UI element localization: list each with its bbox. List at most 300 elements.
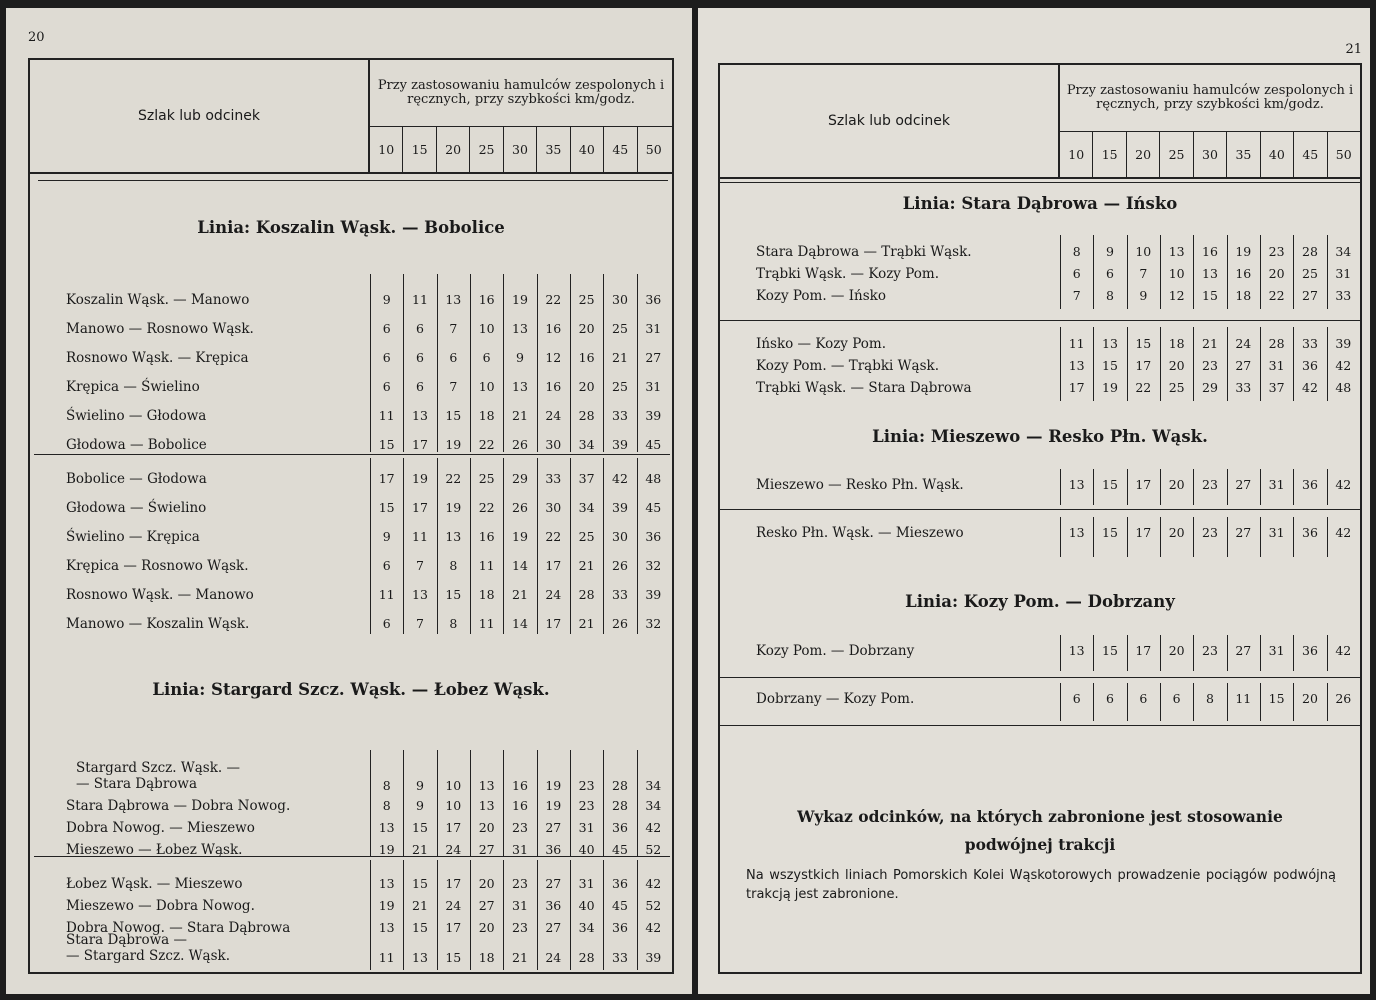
value-cell: 6 [416, 321, 424, 336]
value-cell: 19 [1235, 244, 1252, 259]
value-cell: 27 [1235, 477, 1252, 492]
value-cell: 45 [645, 500, 662, 515]
column-rule [1293, 517, 1294, 557]
speed-values [370, 469, 670, 489]
value-cell: 37 [578, 471, 595, 486]
route-name: Kozy Pom. — Trąbki Wąsk. [756, 358, 939, 374]
speed-header-cell: 50 [645, 142, 662, 157]
value-cell: 42 [1335, 525, 1352, 540]
value-cell: 17 [1135, 477, 1152, 492]
value-cell: 20 [1168, 525, 1185, 540]
column-rule [503, 458, 504, 634]
speed-values [1060, 641, 1360, 661]
column-rule [470, 274, 471, 452]
column-rule [437, 274, 438, 452]
column-rule [437, 750, 438, 856]
value-cell: 28 [1268, 336, 1285, 351]
column-rule [1293, 327, 1294, 401]
route-column-header: Szlak lub odcinek [30, 60, 370, 172]
column-rule [1093, 327, 1094, 401]
value-cell: 17 [1135, 525, 1152, 540]
value-cell: 19 [512, 292, 528, 307]
value-cell: 7 [449, 321, 458, 336]
value-cell: 20 [1168, 358, 1185, 373]
route-name: Trąbki Wąsk. — Stara Dąbrowa [756, 380, 972, 396]
speed-values [370, 290, 670, 310]
table-row [720, 689, 1360, 709]
value-cell: 10 [478, 379, 495, 394]
value-cell: 33 [1235, 380, 1252, 395]
value-cell: 8 [382, 778, 391, 793]
value-cell: 21 [578, 616, 595, 631]
value-cell: 19 [378, 898, 395, 913]
value-cell: 22 [545, 292, 562, 307]
speed-header-row [370, 127, 670, 172]
value-cell: 28 [578, 950, 595, 965]
value-cell: 6 [449, 350, 458, 365]
value-cell: 14 [512, 616, 528, 631]
speed-header-cell: 45 [604, 127, 637, 172]
value-cell: 21 [512, 408, 528, 423]
speed-header-cell: 20 [1127, 132, 1160, 177]
column-rule [1060, 327, 1061, 401]
value-cell: 6 [416, 350, 424, 365]
value-cell: 22 [545, 529, 562, 544]
value-cell: 11 [478, 558, 495, 573]
value-cell: 11 [478, 616, 495, 631]
value-cell: 8 [449, 558, 458, 573]
column-rule [570, 750, 571, 856]
value-cell: 27 [1302, 288, 1318, 303]
column-rule [1227, 683, 1228, 721]
column-rule [370, 860, 371, 970]
value-cell: 42 [645, 820, 662, 835]
value-cell: 16 [478, 292, 495, 307]
value-cell: 36 [612, 920, 628, 935]
column-rule [603, 860, 604, 970]
speed-values [370, 948, 670, 968]
value-cell: 24 [1235, 336, 1252, 351]
column-rule [637, 750, 638, 856]
column-rule [1160, 517, 1161, 557]
value-cell: 39 [645, 587, 662, 602]
speed-header-cell: 25 [1160, 132, 1193, 177]
column-rule [603, 750, 604, 856]
value-cell: 11 [412, 529, 428, 544]
value-cell: 33 [612, 950, 628, 965]
table-row [30, 527, 672, 547]
speed-values [370, 556, 670, 576]
table-row [720, 356, 1360, 376]
table-row [30, 435, 672, 455]
value-cell: 24 [545, 950, 562, 965]
value-cell: 16 [478, 529, 495, 544]
speed-values [370, 435, 670, 455]
value-cell: 6 [1072, 691, 1081, 706]
value-cell: 17 [445, 876, 462, 891]
value-cell: 34 [645, 798, 662, 813]
value-cell: 21 [1202, 336, 1218, 351]
route-name: Kozy Pom. — Ińsko [756, 288, 886, 304]
column-rule [437, 860, 438, 970]
value-cell: 20 [1268, 266, 1285, 281]
table-row [30, 406, 672, 426]
value-cell: 28 [1302, 244, 1318, 259]
value-cell: 18 [1168, 336, 1185, 351]
table-row [30, 348, 672, 368]
table-row [720, 475, 1360, 495]
value-cell: 13 [412, 587, 428, 602]
value-cell: 25 [478, 471, 495, 486]
value-cell: 17 [445, 920, 462, 935]
value-cell: 36 [612, 820, 628, 835]
column-rule [1260, 235, 1261, 309]
column-rule [1293, 469, 1294, 505]
value-cell: 19 [545, 778, 562, 793]
route-name: Łobez Wąsk. — Mieszewo [66, 876, 243, 892]
value-cell: 48 [645, 471, 662, 486]
value-cell: 39 [645, 950, 662, 965]
table-row [30, 585, 672, 605]
speed-values [370, 874, 670, 894]
column-rule [1160, 235, 1161, 309]
value-cell: 17 [412, 437, 428, 452]
column-rule [470, 458, 471, 634]
speed-values [370, 776, 670, 796]
value-cell: 31 [1335, 266, 1352, 281]
value-cell: 28 [578, 408, 595, 423]
value-cell: 13 [1202, 266, 1218, 281]
column-rule [603, 274, 604, 452]
route-name: Kozy Pom. — Dobrzany [756, 643, 915, 659]
value-cell: 42 [1302, 380, 1318, 395]
value-cell: 26 [512, 500, 528, 515]
column-rule [403, 860, 404, 970]
column-rule [1193, 235, 1194, 309]
section-title: Linia: Mieszewo — Resko Płn. Wąsk. [872, 427, 1208, 446]
value-cell: 31 [645, 321, 662, 336]
table-row [30, 498, 672, 518]
column-rule [470, 750, 471, 856]
table-row [30, 377, 672, 397]
speed-header-cell: 40 [1261, 132, 1294, 177]
column-rule [1227, 327, 1228, 401]
route-name: Dobrzany — Kozy Pom. [756, 691, 915, 707]
value-cell: 11 [1068, 336, 1085, 351]
value-cell: 11 [378, 408, 395, 423]
value-cell: 13 [1068, 643, 1085, 658]
value-cell: 36 [1302, 525, 1318, 540]
value-cell: 34 [578, 920, 595, 935]
value-cell: 8 [1072, 244, 1081, 259]
route-name: Rosnowo Wąsk. — Krępica [66, 350, 249, 366]
speed-header-cell: 15 [1093, 132, 1126, 177]
value-cell: 34 [578, 500, 595, 515]
column-rule [1127, 635, 1128, 671]
speed-values [370, 319, 670, 339]
value-cell: 23 [512, 876, 528, 891]
value-cell: 25 [578, 529, 595, 544]
row-rule [720, 677, 1360, 678]
value-cell: 6 [382, 379, 391, 394]
value-cell: 27 [545, 920, 562, 935]
value-cell: 15 [1268, 691, 1285, 706]
value-cell: 15 [1202, 288, 1218, 303]
value-cell: 13 [445, 529, 462, 544]
table-row [30, 840, 672, 860]
speed-values [370, 896, 670, 916]
value-cell: 26 [512, 437, 528, 452]
value-cell: 13 [1168, 244, 1185, 259]
value-cell: 39 [612, 437, 628, 452]
note-text: Na wszystkich liniach Pomorskich Kolei Wąskotorowych prowadzenie pociągów podwójną trakcją jest zabronione. [746, 868, 1336, 902]
value-cell: 6 [1106, 691, 1114, 706]
table-row [30, 796, 672, 816]
speed-values [1060, 523, 1360, 543]
column-rule [1327, 635, 1328, 671]
column-rule [1093, 635, 1094, 671]
column-rule [1327, 683, 1328, 721]
value-cell: 10 [478, 321, 495, 336]
value-cell: 17 [1135, 643, 1152, 658]
speed-group-header: Przy zastosowaniu hamulców zespolonych i ręcznych, przy szybkości km/godz. [1060, 65, 1360, 132]
column-rule [1193, 635, 1194, 671]
column-rule [537, 274, 538, 452]
table-row [30, 760, 672, 796]
row-rule [34, 856, 670, 857]
column-rule [1160, 469, 1161, 505]
column-rule [1227, 469, 1228, 505]
value-cell: 11 [1235, 691, 1252, 706]
value-cell: 36 [545, 842, 562, 857]
column-rule [370, 274, 371, 452]
value-cell: 30 [545, 500, 562, 515]
value-cell: 25 [578, 292, 595, 307]
value-cell: 6 [1106, 266, 1114, 281]
value-cell: 27 [1235, 525, 1252, 540]
value-cell: 27 [545, 876, 562, 891]
value-cell: 25 [1302, 266, 1318, 281]
page-number: 21 [1345, 42, 1362, 57]
value-cell: 22 [478, 500, 495, 515]
value-cell: 19 [545, 798, 562, 813]
route-name: Rosnowo Wąsk. — Manowo [66, 587, 254, 603]
value-cell: 29 [512, 471, 528, 486]
value-cell: 7 [1139, 266, 1148, 281]
value-cell: 42 [645, 920, 662, 935]
value-cell: 26 [612, 558, 628, 573]
value-cell: 40 [578, 898, 595, 913]
value-cell: 19 [445, 500, 462, 515]
value-cell: 21 [512, 587, 528, 602]
value-cell: 17 [412, 500, 428, 515]
column-rule [1160, 327, 1161, 401]
route-name: Krępica — Rosnowo Wąsk. [66, 558, 249, 574]
column-rule [503, 860, 504, 970]
column-rule [603, 458, 604, 634]
value-cell: 42 [612, 471, 628, 486]
value-cell: 29 [1202, 380, 1218, 395]
column-rule [1193, 683, 1194, 721]
column-rule [1260, 517, 1261, 557]
speed-header-cell: 20 [437, 127, 470, 172]
value-cell: 13 [445, 292, 462, 307]
value-cell: 16 [512, 798, 528, 813]
value-cell: 6 [382, 321, 391, 336]
value-cell: 23 [1202, 358, 1218, 373]
route-name: Mieszewo — Dobra Nowog. [66, 898, 255, 914]
table-row [720, 378, 1360, 398]
value-cell: 9 [416, 778, 424, 793]
row-rule [34, 454, 670, 455]
column-rule [403, 750, 404, 856]
column-rule [1327, 469, 1328, 505]
route-name: Resko Płn. Wąsk. — Mieszewo [756, 525, 964, 541]
route-name: Koszalin Wąsk. — Manowo [66, 292, 250, 308]
speed-header-cell: 10 [1060, 132, 1093, 177]
value-cell: 26 [1335, 691, 1352, 706]
column-rule [1293, 683, 1294, 721]
route-name: Głodowa — Świelino [66, 500, 207, 516]
value-cell: 23 [1202, 525, 1218, 540]
speed-header-row [1060, 132, 1360, 177]
value-cell: 36 [545, 898, 562, 913]
value-cell: 31 [578, 820, 595, 835]
speed-values [370, 527, 670, 547]
speed-values [370, 498, 670, 518]
table-row [30, 469, 672, 489]
route-name: Mieszewo — Łobez Wąsk. [66, 842, 243, 858]
value-cell: 25 [612, 379, 628, 394]
column-rule [1093, 469, 1094, 505]
value-cell: 19 [378, 842, 395, 857]
table-row [720, 242, 1360, 262]
value-cell: 10 [1135, 244, 1152, 259]
value-cell: 28 [612, 798, 628, 813]
value-cell: 16 [545, 321, 562, 336]
value-cell: 13 [478, 778, 495, 793]
route-name: Ińsko — Kozy Pom. [756, 336, 886, 352]
value-cell: 12 [1168, 288, 1185, 303]
value-cell: 42 [645, 876, 662, 891]
note-title: Wykaz odcinków, na których zabronione jest stosowanie [797, 807, 1283, 826]
value-cell: 31 [1268, 358, 1285, 373]
value-cell: 9 [1106, 244, 1114, 259]
route-name: Dobra Nowog. — Stara Dąbrowa [66, 920, 291, 936]
value-cell: 23 [512, 920, 528, 935]
value-cell: 15 [412, 920, 428, 935]
column-rule [1060, 235, 1061, 309]
column-rule [1060, 517, 1061, 557]
speed-values [370, 840, 670, 860]
value-cell: 9 [516, 350, 524, 365]
value-cell: 21 [612, 350, 628, 365]
value-cell: 13 [1068, 525, 1085, 540]
column-rule [1093, 517, 1094, 557]
speed-values [1060, 378, 1360, 398]
speed-values [370, 818, 670, 838]
route-name: Manowo — Koszalin Wąsk. [66, 616, 250, 632]
value-cell: 6 [416, 379, 424, 394]
value-cell: 25 [1168, 380, 1185, 395]
speed-values [1060, 286, 1360, 306]
table-header [30, 60, 672, 174]
value-cell: 9 [382, 292, 391, 307]
column-rule [637, 860, 638, 970]
value-cell: 42 [1335, 643, 1352, 658]
value-cell: 24 [545, 408, 562, 423]
speed-values [1060, 242, 1360, 262]
value-cell: 6 [382, 350, 391, 365]
value-cell: 9 [416, 798, 424, 813]
value-cell: 45 [645, 437, 662, 452]
speed-values [1060, 356, 1360, 376]
route-name: Stara Dąbrowa — Dobra Nowog. [66, 798, 291, 814]
value-cell: 36 [1302, 643, 1318, 658]
route-name: Manowo — Rosnowo Wąsk. [66, 321, 254, 337]
value-cell: 23 [1202, 643, 1218, 658]
speed-group-header: Przy zastosowaniu hamulców zespolonych i ręcznych, przy szybkości km/godz. [370, 60, 672, 127]
value-cell: 6 [1072, 266, 1081, 281]
value-cell: 21 [412, 898, 428, 913]
value-cell: 22 [1135, 380, 1152, 395]
table-header [720, 65, 1360, 179]
speed-values [1060, 475, 1360, 495]
value-cell: 36 [645, 529, 662, 544]
value-cell: 6 [382, 616, 391, 631]
value-cell: 22 [445, 471, 462, 486]
value-cell: 11 [412, 292, 428, 307]
column-rule [1060, 469, 1061, 505]
value-cell: 17 [545, 616, 562, 631]
value-cell: 36 [1302, 358, 1318, 373]
value-cell: 20 [1168, 477, 1185, 492]
row-rule [720, 320, 1360, 321]
speed-header-cell: 30 [1194, 132, 1227, 177]
value-cell: 10 [445, 798, 462, 813]
value-cell: 22 [1268, 288, 1285, 303]
route-name: Dobra Nowog. — Mieszewo [66, 820, 255, 836]
column-rule [1160, 683, 1161, 721]
value-cell: 39 [645, 408, 662, 423]
value-cell: 32 [645, 558, 662, 573]
column-rule [1093, 235, 1094, 309]
value-cell: 52 [645, 842, 662, 857]
column-rule [1160, 635, 1161, 671]
value-cell: 11 [378, 950, 395, 965]
value-cell: 40 [578, 842, 595, 857]
value-cell: 16 [545, 379, 562, 394]
column-rule [370, 458, 371, 634]
value-cell: 15 [412, 820, 428, 835]
speed-header-cell: 50 [1335, 147, 1352, 162]
value-cell: 20 [478, 920, 495, 935]
route-name: Krępica — Świelino [66, 379, 200, 395]
table-row [30, 319, 672, 339]
route-name: Bobolice — Głodowa [66, 471, 207, 487]
table-row [30, 614, 672, 634]
value-cell: 15 [1102, 477, 1118, 492]
value-cell: 15 [378, 500, 395, 515]
value-cell: 30 [612, 529, 628, 544]
value-cell: 36 [612, 876, 628, 891]
route-name: Stara Dąbrowa — Trąbki Wąsk. [756, 244, 972, 260]
speed-header-cell: 30 [504, 127, 537, 172]
row-rule [720, 509, 1360, 510]
column-rule [1227, 235, 1228, 309]
table-row [720, 641, 1360, 661]
value-cell: 25 [612, 321, 628, 336]
